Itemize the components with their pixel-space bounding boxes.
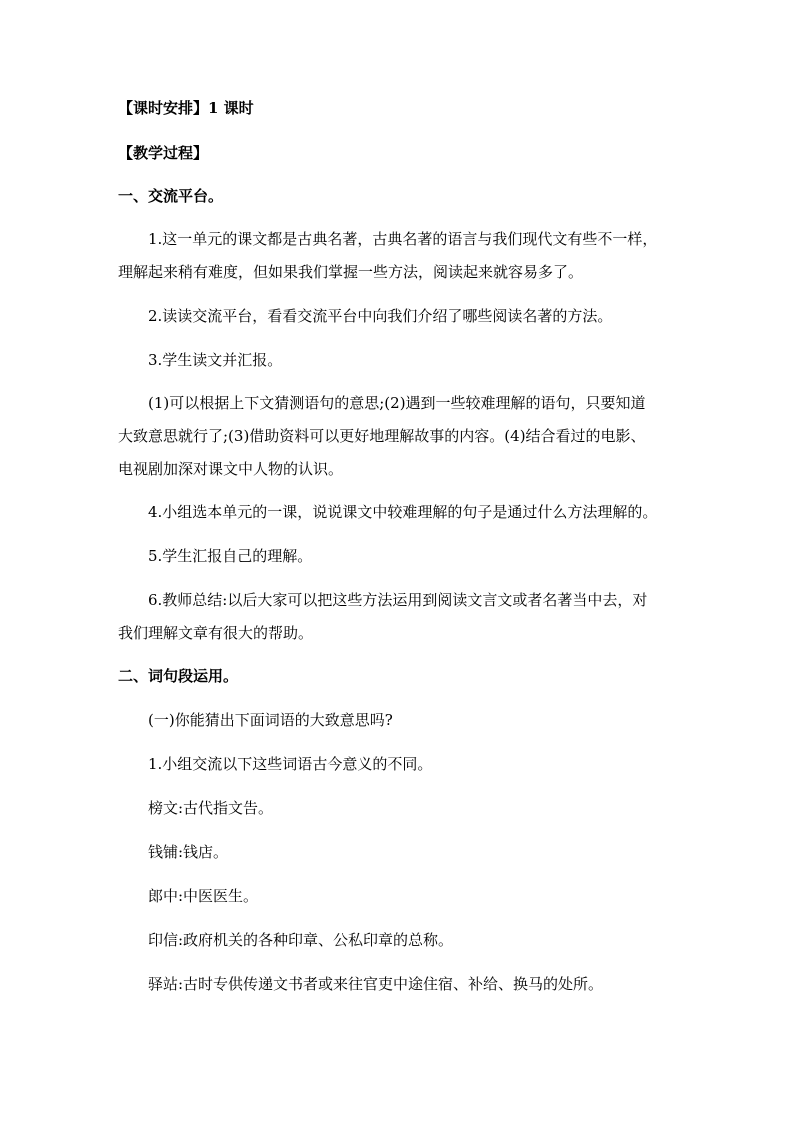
term-item: 印信:政府机关的各种印章、公私印章的总称。 (148, 931, 454, 949)
term-item: 钱铺:钱店。 (148, 843, 229, 861)
paragraph-2: 2.读读交流平台，看看交流平台中向我们介绍了哪些阅读名著的方法。 (148, 307, 613, 325)
paragraph-4-line-1: (1)可以根据上下文猜测语句的意思;(2)遇到一些较难理解的语句，只要知道 (148, 394, 646, 412)
question-1: (一)你能猜出下面词语的大致意思吗? (148, 711, 393, 729)
paragraph-5: 4.小组选本单元的一课，说说课文中较难理解的句子是通过什么方法理解的。 (148, 503, 658, 521)
paragraph-4-line-3: 电视剧加深对课文中人物的认识。 (118, 460, 344, 478)
term-item: 驿站:古时专供传递文书者或来往官吏中途住宿、补给、换马的处所。 (148, 975, 604, 993)
paragraph-7-line-2: 我们理解文章有很大的帮助。 (118, 624, 314, 642)
paragraph-1-line-2: 理解起来稍有难度，但如果我们掌握一些方法，阅读起来就容易多了。 (118, 263, 584, 281)
paragraph-7-line-1: 6.教师总结:以后大家可以把这些方法运用到阅读文言文或者名著当中去，对 (148, 591, 648, 609)
paragraph-4-line-2: 大致意思就行了;(3)借助资料可以更好地理解故事的内容。(4)结合看过的电影、 (118, 427, 646, 445)
paragraph-1-line-1: 1.这一单元的课文都是古典名著，古典名著的语言与我们现代文有些不一样， (148, 230, 658, 248)
paragraph-3: 3.学生读文并汇报。 (148, 351, 283, 369)
term-item: 榜文:古代指文告。 (148, 799, 274, 817)
paragraph-6: 5.学生汇报自己的理解。 (148, 547, 313, 565)
task-1: 1.小组交流以下这些词语古今意义的不同。 (148, 755, 433, 773)
process-heading: 【教学过程】 (118, 144, 209, 162)
section2-title: 二、词句段运用。 (118, 667, 239, 685)
schedule-heading: 【课时安排】1 课时 (118, 99, 254, 117)
section1-title: 一、交流平台。 (118, 187, 224, 205)
term-item: 郎中:中医医生。 (148, 887, 259, 905)
